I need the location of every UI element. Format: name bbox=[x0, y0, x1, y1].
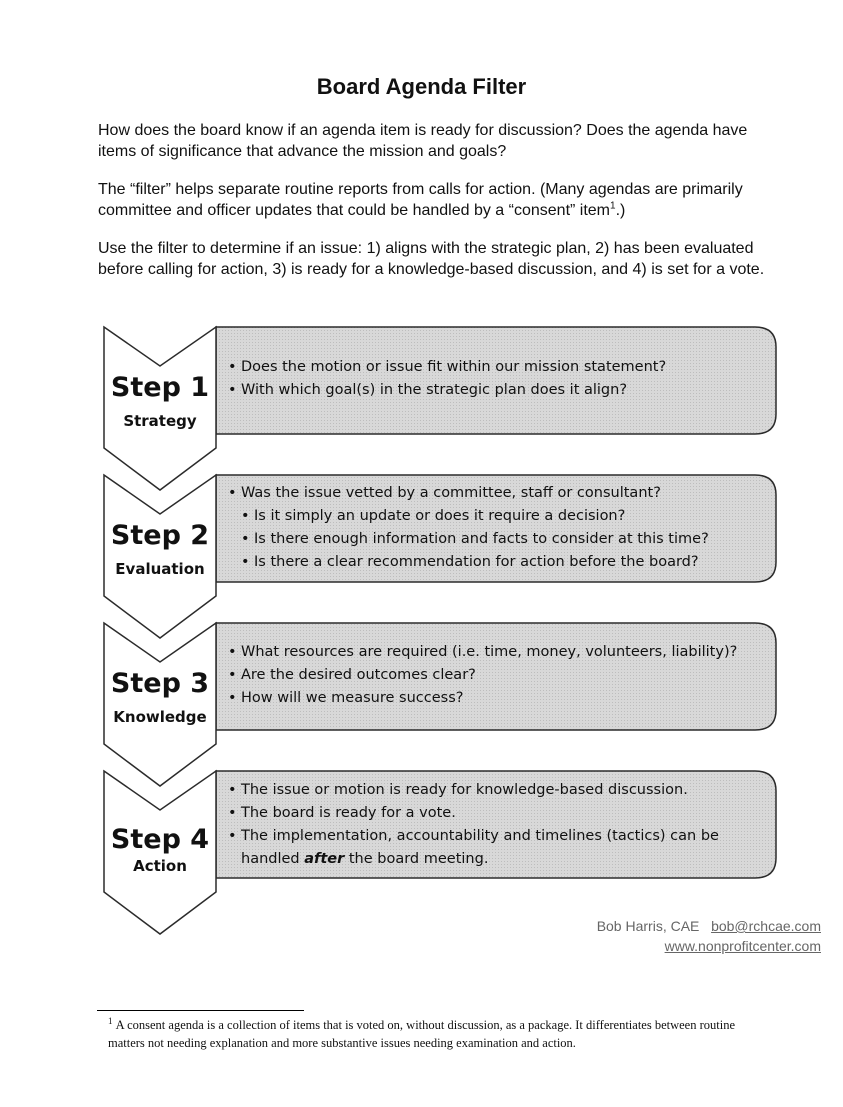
intro-paragraph-2-text: The “filter” helps separate routine reports from calls for action. (Many agendas are primarily committee and officer updates that could be handled by a “consent” item bbox=[98, 181, 743, 219]
bullet-text: The implementation, accountability and timelines (tactics) can be handled bbox=[241, 828, 719, 867]
step-2-bullets bbox=[228, 482, 768, 574]
intro-paragraph-2-end: .) bbox=[615, 202, 626, 219]
bullet-text: Was the issue vetted by a committee, staff or consultant? bbox=[241, 485, 661, 501]
list-item: • Was the issue vetted by a committee, staff or consultant? bbox=[228, 485, 661, 501]
step-2-name: Evaluation bbox=[115, 560, 205, 578]
footnote-marker: 1 bbox=[108, 1015, 113, 1026]
list-item: • With which goal(s) in the strategic plan does it align? bbox=[228, 382, 628, 398]
bullet-text: Does the motion or issue fit within our mission statement? bbox=[241, 359, 667, 375]
step-3-number: Step 3 bbox=[110, 668, 210, 699]
step-1-bullets bbox=[228, 356, 768, 402]
step-1-name: Strategy bbox=[123, 412, 197, 430]
bullet-text-end: the board meeting. bbox=[348, 851, 489, 867]
list-item: • Are the desired outcomes clear? bbox=[228, 667, 476, 683]
step-4-number: Step 4 bbox=[110, 824, 210, 855]
step-2-label bbox=[104, 520, 216, 578]
bullet-text: Is there a clear recommendation for action before the board? bbox=[254, 554, 699, 570]
step-1-number: Step 1 bbox=[110, 372, 210, 403]
footnote-text: A consent agenda is a collection of items that is voted on, without discussion, as a package. It differentiates between routine matters not needing explanation and more substantive issues needing examination and action. bbox=[108, 1018, 736, 1050]
bullet-text: Is there enough information and facts to consider at this time? bbox=[254, 531, 709, 547]
intro-paragraph-3: Use the filter to determine if an issue: 1) aligns with the strategic plan, 2) has been evaluated before calling for action, 3) is ready for a knowledge-based discussion, and 4) is set for a vote. bbox=[98, 240, 765, 278]
bullet-emphasis: after bbox=[304, 851, 345, 867]
list-item: • How will we measure success? bbox=[228, 690, 464, 706]
step-4-label bbox=[104, 824, 216, 875]
bullet-text: What resources are required (i.e. time, money, volunteers, liability)? bbox=[241, 644, 738, 660]
step-1-label bbox=[104, 372, 216, 430]
list-item: • Is it simply an update or does it require a decision? bbox=[241, 508, 626, 524]
list-item: • What resources are required (i.e. time, money, volunteers, liability)? bbox=[228, 644, 738, 660]
footnote-reference: 1 bbox=[610, 200, 616, 212]
list-item: • Does the motion or issue fit within our mission statement? bbox=[228, 359, 667, 375]
author-block bbox=[597, 916, 821, 956]
author-line bbox=[597, 916, 821, 936]
step-2-number: Step 2 bbox=[110, 520, 210, 551]
step-4-bullets bbox=[228, 779, 768, 871]
website-link[interactable]: www.nonprofitcenter.com bbox=[664, 938, 821, 954]
footnote-divider bbox=[97, 1010, 304, 1011]
bullet-text: How will we measure success? bbox=[241, 690, 464, 706]
bullet-text: The board is ready for a vote. bbox=[241, 805, 456, 821]
list-item: • The board is ready for a vote. bbox=[228, 805, 456, 821]
step-3-name: Knowledge bbox=[113, 708, 207, 726]
list-item: • The implementation, accountability and timelines (tactics) can be handled after the board meeting. bbox=[228, 828, 719, 867]
list-item: • The issue or motion is ready for knowledge-based discussion. bbox=[228, 782, 688, 798]
list-item: • Is there a clear recommendation for action before the board? bbox=[241, 554, 699, 570]
bullet-text: The issue or motion is ready for knowledge-based discussion. bbox=[241, 782, 688, 798]
author-email-link[interactable]: bob@rchcae.com bbox=[711, 918, 821, 934]
intro-paragraph-1: How does the board know if an agenda item is ready for discussion? Does the agenda have items of significance that advance the mission and goals? bbox=[98, 122, 748, 160]
list-item: • Is there enough information and facts to consider at this time? bbox=[241, 531, 709, 547]
step-3-bullets bbox=[228, 641, 768, 710]
footnote bbox=[108, 1016, 748, 1052]
author-name: Bob Harris, CAE bbox=[596, 918, 700, 934]
step-4-name: Action bbox=[133, 857, 187, 875]
bullet-text: Is it simply an update or does it require a decision? bbox=[254, 508, 626, 524]
step-3-label bbox=[104, 668, 216, 726]
bullet-text: With which goal(s) in the strategic plan does it align? bbox=[241, 382, 628, 398]
page-title: Board Agenda Filter bbox=[316, 74, 527, 99]
bullet-text: Are the desired outcomes clear? bbox=[241, 667, 476, 683]
